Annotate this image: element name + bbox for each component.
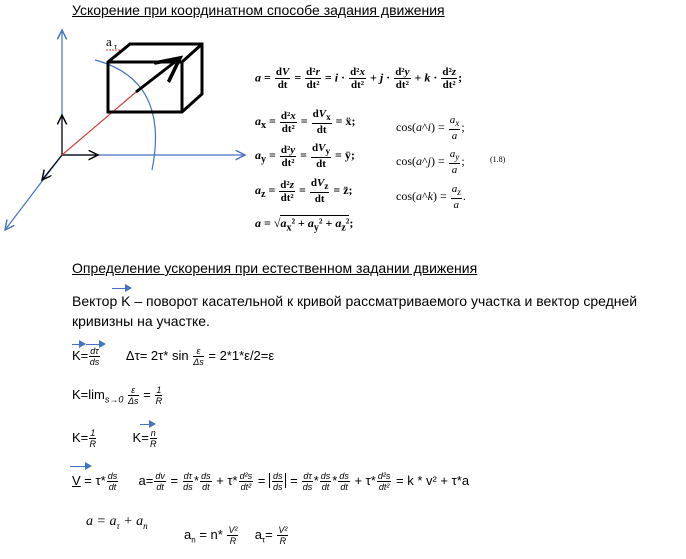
- vector-arrow-n: [140, 424, 154, 425]
- vector-arrow-v: [70, 466, 90, 467]
- formula-cos-k: cos(a^k) = $\frac{a_z}{a}$ .: [396, 183, 466, 212]
- paragraph-curvature: Вектор K – поворот касательной к кривой рассматриваемого участка и вектор средней кривизны на участке.: [72, 293, 638, 329]
- coordinate-diagram: [0, 20, 250, 245]
- equation-k-limit: $K=\lim_{s\to 0}$ $\frac{\varepsilon}{\Delta s}$ = $\frac{1}{R}$: [72, 385, 163, 406]
- heading-natural-method: Определение ускорения при естественном задании движения: [72, 260, 478, 276]
- label-a: a: [106, 34, 112, 49]
- vector-arrow-k2: [72, 344, 84, 345]
- axis-x-local: [42, 155, 62, 180]
- radius-vector: [62, 92, 136, 155]
- equation-a-decomposition: $a = a_\tau + a_n$: [86, 514, 148, 531]
- formula-ay: $a_y$ = $\frac{\text{d²y}}{\text{dt²}}$ = $\frac{dV_y}{dt}$ = ÿ;: [255, 142, 355, 171]
- formula-cos-j: cos(a^j) = $\frac{a_y}{a}$ ;: [396, 148, 465, 177]
- equation-k-radius: K= $\frac{1}{R}$ K= $\frac{n}{R}$: [72, 428, 157, 449]
- vector-arrow-dt: [86, 344, 104, 345]
- formula-cos-i: cos(a^i) = $\frac{a_x}{a}$ ;: [396, 114, 465, 143]
- heading-coordinate-method: Ускорение при координатном способе задания движения: [72, 2, 445, 18]
- formula-acceleration-vector: a = $\frac{dV}{dt}$ = $\frac{\text{d²r}}{\text{dt²}}$ = i · $\frac{\text{d²x}}{\text{dt²}}$ + j · $\frac{\text{d²y}}{\text{dt²}}$ + k · $\frac{\text{d²z}}{\text{dt²}}$ ;: [255, 66, 463, 91]
- formula-az: $a_z$ = $\frac{\text{d²z}}{\text{dt²}}$ = $\frac{dV_z}{dt}$ = z̈;: [255, 177, 353, 206]
- vector-arrow-k: [112, 288, 130, 289]
- formula-ax: $a_x$ = $\frac{\text{d²x}}{\text{dt²}}$ = $\frac{dV_x}{dt}$ = ẍ;: [255, 108, 356, 137]
- equation-an-at: $a_n = n*$ $\frac{\text{V²}}{R}$ $a_\tau=$ $\frac{\text{V²}}{R}$: [184, 525, 288, 546]
- label-a-sub: τ: [114, 42, 118, 51]
- equation-number: (1.8): [490, 155, 506, 164]
- equation-velocity-acceleration: V = τ* $\frac{ds}{dt}$ a= $\frac{dv}{dt}$ = $\frac{d\tau}{ds}$ * $\frac{ds}{dt}$ + τ* $\frac{\text{d²s}}{\text{dt²}}$ = $\frac{ds}{ds}$ = $\frac{d\tau}{ds}$ * $\frac{ds}{dt}$ * $\frac{ds}{dt}$ + τ* $\frac{\text{d²s}}{\text{dt²}}$ = k * v² + τ*a: [72, 471, 470, 492]
- formula-a-magnitude: $a = √a_x^2 + a_y^2 + a_z^2$;: [255, 216, 354, 234]
- trajectory-arc: [95, 60, 155, 170]
- equation-k-definition: K= $\frac{d\tau}{ds}$ Δτ= 2τ* sin $\frac{\varepsilon}{\Delta s}$ = 2*1*ε/2=ε: [72, 346, 275, 367]
